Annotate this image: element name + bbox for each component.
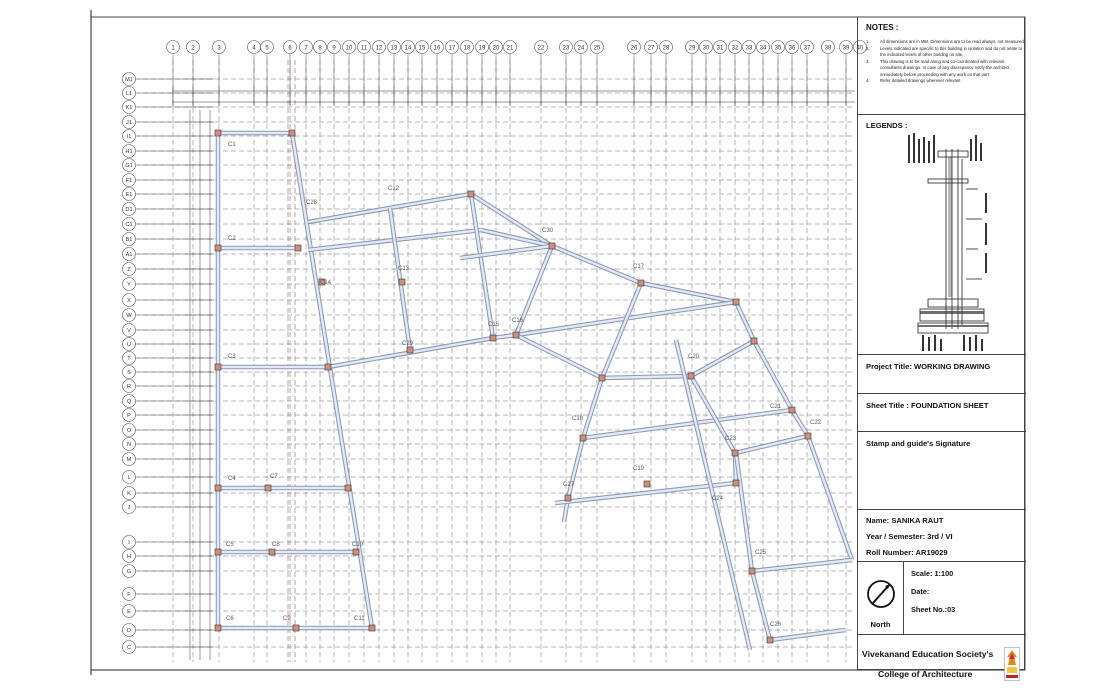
foundation-beam-core [752,560,852,571]
grid-bubble-label: G [126,569,132,576]
column-tag-label: C13 [398,266,410,272]
sheet-title-label: Sheet Title : [866,401,909,410]
north-arrow-icon [858,562,903,622]
note-item [866,59,1026,79]
sheet-title-value: FOUNDATION SHEET [911,401,989,410]
wall-section-legend-detail [858,129,1018,354]
column-marker [369,625,375,631]
grid-bubble-label: T [127,356,131,363]
column-marker [599,375,605,381]
column-tag-label: C6 [226,616,234,622]
student-name: SANIKA RAUT [891,516,944,525]
grid-bubble-label: 10 [345,45,353,52]
grid-bubble-label: 30 [702,45,710,52]
student-info-section [858,510,1026,562]
foundation-beam-core [735,436,808,453]
column-tag-label: C3 [228,354,236,360]
foundation-beam-core [676,340,750,650]
grid-bubble-label: Q [126,399,132,406]
column-tag-label: C16 [512,318,524,324]
column-marker [749,568,755,574]
grid-bubble-label: B1 [125,237,133,244]
grid-bubble-label: 6 [288,45,292,52]
grid-bubble-label: 18 [463,45,471,52]
grid-bubble-label: H1 [125,149,133,156]
column-tag-label: C10 [352,542,364,548]
grid-bubble-label: 2 [191,45,195,52]
column-tag-label: C14 [320,280,332,286]
year-semester: 3rd / VI [927,532,953,541]
column-marker [580,435,586,441]
grid-bubble-label: S [127,370,131,377]
grid-bubble-label: 26 [630,45,638,52]
foundation-beam-core [516,335,602,378]
note-number: 4. [866,78,870,83]
column-marker [215,485,221,491]
grid-bubble-label: L1 [125,91,133,98]
column-tag-label: C12 [388,186,400,192]
column-tag-label: C29 [402,341,414,347]
foundation-beam-core [460,246,552,258]
grid-bubble-label: E [127,609,131,616]
grid-bubble-label: 38 [824,45,832,52]
grid-bubble-label: X [127,298,131,305]
grid-bubble-label: 7 [304,45,308,52]
title-block [857,17,1025,679]
grid-bubble-label: L [127,475,131,482]
grid-bubble-label: N [126,442,132,449]
column-tag-label: C27 [563,482,575,488]
stamp-label: Stamp and guide's Signature [866,439,971,448]
grid-bubble-label: F [127,592,131,599]
foundation-beam-core [552,246,641,283]
grid-bubble-label: U [126,342,132,349]
grid-bubble-label: M [126,457,132,464]
column-marker [345,485,351,491]
grid-bubble-label: P [127,413,131,420]
grid-bubble-label: C [126,645,132,652]
note-text: Refer detailed drawings wherever relevant. [880,78,962,83]
column-tag-label: C2 [228,236,236,242]
column-tag-label: C11 [354,616,365,622]
column-marker [751,338,757,344]
grid-bubble-label: I [128,540,130,547]
foundation-beam-core [641,283,736,302]
column-marker [215,130,221,136]
note-text: All dimensions are in MM. Dimensions are to be read always, not measured. [880,39,1025,44]
foundation-beam-core [583,410,792,438]
notes-section [858,17,1026,115]
foundation-beam-core [770,630,845,640]
grid-bubble-label: 19 [478,45,486,52]
foundation-beam-core [583,378,602,438]
grid-bubble-label: K1 [125,105,133,112]
grid-bubble-label: 24 [577,45,585,52]
project-title-label: Project Title: [866,362,912,371]
north-label: North [870,620,891,629]
grid-bubble-label: 1 [171,45,175,52]
grid-bubble-label: 20 [492,45,500,52]
column-marker [468,191,474,197]
column-tag-label: C19 [633,466,645,472]
grid-bubble-label: 35 [774,45,782,52]
column-marker [513,332,519,338]
column-marker [644,481,650,487]
column-tag-label: C20 [688,354,700,360]
column-tag-label: C1 [228,142,236,148]
column-marker [399,279,405,285]
grid-bubble-label: J [127,505,131,512]
column-marker [215,245,221,251]
grid-bubble-label: D1 [125,207,133,214]
project-title-section [858,355,1026,394]
grid-bubble-label: 25 [593,45,601,52]
note-text: This drawing is to be read along and co-coordinated with relevant consultants drawings. In case of any discrepancy notify the architect immediately before proceeding with any work on that part. [880,58,1010,77]
grid-bubble-label: J1 [126,120,132,127]
note-number: 3. [866,58,870,64]
foundation-beam-core [752,571,770,640]
column-marker [215,625,221,631]
college-name: College of Architecture [878,669,973,679]
column-tag-label: C9 [283,616,291,622]
column-tag-label: C22 [810,420,822,426]
grid-bubble-label: 28 [662,45,670,52]
grid-bubble-label: 39 [842,45,850,52]
column-marker [549,243,555,249]
column-tag-label: C26 [770,622,782,628]
column-marker [215,364,221,370]
grid-bubble-label: O [126,428,132,435]
column-tag-label: C24 [712,496,724,502]
grid-bubble-label: 33 [745,45,753,52]
notes-list [866,39,1026,85]
foundation-beam-core [808,436,852,560]
scale-label: Scale: [911,569,933,578]
column-marker [295,245,301,251]
grid-bubble-label: I1 [126,134,132,141]
sheet-no-value: 03 [947,605,956,614]
grid-bubble-label: 8 [318,45,322,52]
roll-number: AR19029 [915,548,948,557]
year-label: Year / Semester: [866,532,926,541]
grid-bubble-label: R [126,384,132,391]
column-marker [805,433,811,439]
college-society-name: Vivekanand Education Society's [862,649,994,659]
grid-bubble-label: 27 [647,45,655,52]
grid-bubble-label: 31 [716,45,724,52]
grid-bubble-label: 36 [788,45,796,52]
legends-title: LEGENDS : [866,121,908,130]
column-marker [490,335,496,341]
grid-bubble-label: 32 [731,45,739,52]
north-scale-section [858,562,1026,635]
column-marker [265,485,271,491]
grid-bubble-label: 15 [418,45,426,52]
column-tag-label: C23 [725,436,737,442]
sheet-title-section [858,394,1026,432]
grid-bubble-label: 29 [688,45,696,52]
grid-bubble-label: K [127,491,131,498]
scale-date-sheet-info [911,569,955,623]
note-item [866,78,1026,85]
column-marker [638,280,644,286]
scale-value: 1:100 [934,569,954,578]
foundation-beam-core [602,283,641,378]
column-marker [688,373,694,379]
foundation-beam-core [691,341,754,376]
grid-bubble-label: M1 [125,77,133,84]
column-tag-label: C7 [270,474,278,480]
grid-bubble-label: W [126,313,132,320]
column-tag-label: C25 [755,550,767,556]
column-tag-label: C17 [633,264,645,270]
grid-bubble-label: Z [127,267,131,274]
grid-bubble-label: V [127,328,131,335]
grid-bubble-label: 17 [448,45,456,52]
column-tag-label: C28 [306,200,318,206]
column-marker [733,299,739,305]
grid-bubble-label: 34 [759,45,767,52]
grid-bubble-label: 37 [803,45,811,52]
grid-bubble-label: 16 [433,45,441,52]
grid-bubble-label: 40 [856,45,864,52]
grid-bubble-label: 5 [265,45,269,52]
column-marker [325,364,331,370]
grid-bubble-label: 14 [404,45,412,52]
grid-bubble-label: H [126,554,132,561]
project-title-value: WORKING DRAWING [913,362,991,371]
date-label: Date: [911,587,930,596]
north-arrow-box [858,562,904,635]
column-marker [732,450,738,456]
note-number: 1. [866,39,870,44]
column-marker [733,480,739,486]
roll-label: Roll Number: [866,548,914,557]
grid-bubble-label: F1 [125,178,133,185]
college-section [858,635,1026,679]
column-marker [407,347,413,353]
column-marker [789,407,795,413]
note-number: 2. [866,45,870,51]
foundation-beam-core [754,341,792,410]
column-tag-label: C18 [572,416,584,422]
grid-bubble-label: 22 [537,45,545,52]
foundation-beam-core [736,453,752,571]
grid-bubble-label: 12 [375,45,383,52]
note-item [866,46,1026,59]
name-label: Name: [866,516,890,525]
notes-title: NOTES : [866,23,899,32]
grid-bubble-label: 13 [390,45,398,52]
foundation-beam-core [736,302,754,341]
grid-bubble-label: 23 [562,45,570,52]
column-tag-label: C8 [272,542,280,548]
column-marker [269,549,275,555]
column-marker [215,549,221,555]
grid-bubble-label: G1 [125,163,133,170]
column-marker [289,130,295,136]
column-tag-label: C30 [542,228,554,234]
sheet-no-label: Sheet No.: [911,605,948,614]
note-text: Levels indicated are specific to this building in isolation and do not relate to the indicated levels of other building on site. [880,45,1023,57]
grid-bubble-label: 9 [332,45,336,52]
grid-bubble-label: 3 [217,45,221,52]
column-marker [767,637,773,643]
college-logo-icon [1004,647,1020,681]
foundation-beam-core [792,410,808,436]
grid-bubble-label: A1 [125,252,133,259]
column-tag-label: C15 [488,322,500,328]
grid-bubble-label: D [126,628,132,635]
legends-section [858,115,1026,355]
column-tag-label: C5 [226,542,234,548]
grid-bubble-label: Y [127,282,131,289]
column-tag-label: C4 [228,476,236,482]
column-tag-label: C21 [770,404,782,410]
grid-bubble-label: C1 [125,222,133,229]
grid-bubble-label: 21 [506,45,514,52]
column-marker [353,549,359,555]
grid-bubble-label: 11 [360,45,368,52]
grid-bubble-label: 4 [252,45,256,52]
column-marker [565,495,571,501]
grid-bubble-label: E1 [125,192,133,199]
stamp-signature-section [858,432,1026,510]
column-marker [293,625,299,631]
